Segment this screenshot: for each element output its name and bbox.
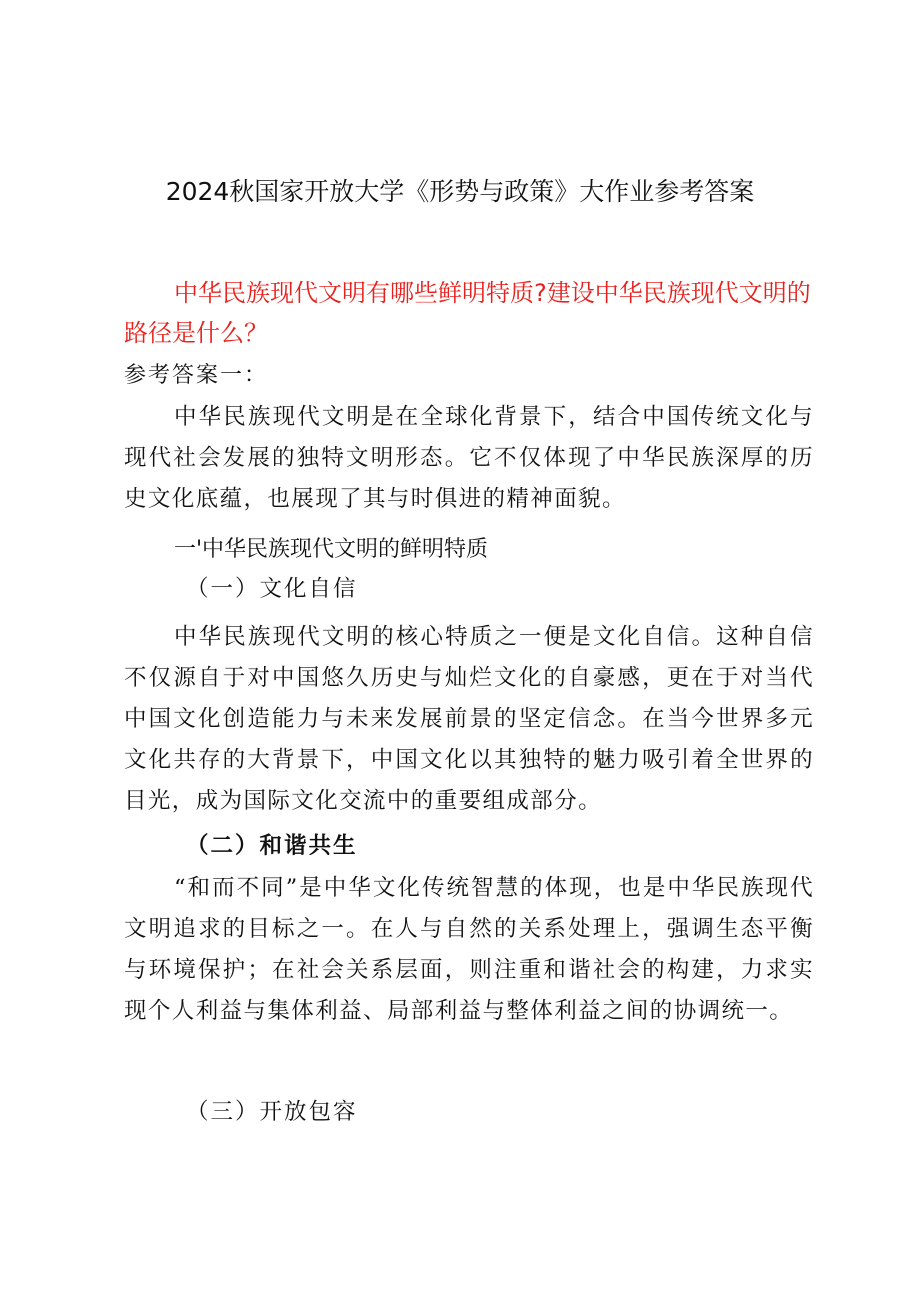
paragraph-harmonious-coexistence: “和而不同”是中华文化传统智慧的体现，也是中华民族现代文明追求的目标之一。在人与自然的关系处理上，强调生态平衡与环境保护；在社会关系层面，则注重和谐社会的构建，力求实现个人利益与集体利益、局部利益与整体利益之间的协调统一。 (124, 875, 814, 1024)
intro-paragraph: 中华民族现代文明是在全球化背景下，结合中国传统文化与现代社会发展的独特文明形态。它不仅体现了中华民族深厚的历史文化底蕴，也展现了其与时俱进的精神面貌。 (124, 404, 814, 512)
paragraph-cultural-confidence: 中华民族现代文明的核心特质之一便是文化自信。这种自信不仅源自于对中国悠久历史与灿烂文化的自豪感，更在于对当代中国文化创造能力与未来发展前景的坚定信念。在当今世界多元文化共存的大背景下，中国文化以其独特的魅力吸引着全世界的目光，成为国际文化交流中的重要组成部分。 (124, 624, 814, 814)
document-title: 2024秋国家开放大学《形势与政策》大作业参考答案 (165, 177, 755, 206)
question-text: 中华民族现代文明有哪些鲜明特质?建设中华民族现代文明的路径是什么？ (124, 279, 811, 347)
subheading-harmonious-coexistence: （二）和谐共生 (186, 833, 358, 859)
subheading-openness-inclusiveness: （三）开放包容 (186, 1099, 358, 1125)
answer-label: 参考答案一： (124, 363, 269, 388)
subheading-cultural-confidence: （一）文化自信 (186, 576, 358, 602)
section-heading: 一'中华民族现代文明的鲜明特质 (174, 537, 489, 562)
